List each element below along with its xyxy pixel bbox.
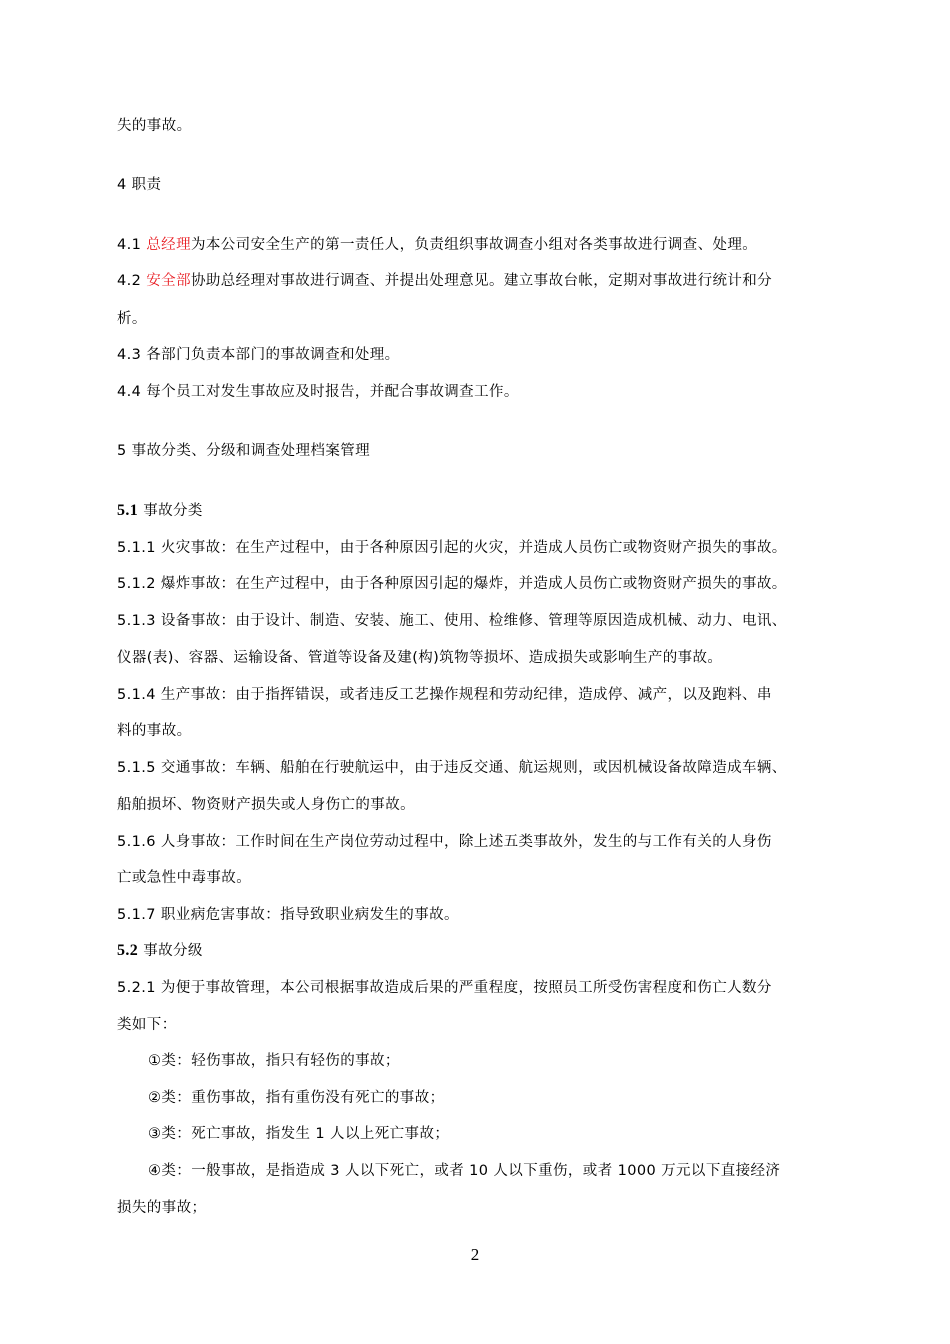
- highlight-safety-department: 安全部: [146, 273, 191, 289]
- subsection-number: 5.1: [117, 502, 139, 519]
- paragraph-line: 5.1.4 生产事故：由于指挥错误，或者违反工艺操作规程和劳动纪律，造成停、减产，以及跑料、串: [117, 687, 772, 703]
- paragraph-line: 类如下：: [117, 1017, 177, 1033]
- paragraph-line: [117, 271, 772, 291]
- paragraph-line: 5.1.1 火灾事故：在生产过程中，由于各种原因引起的火灾，并造成人员伤亡或物资财产损失的事故。: [117, 540, 787, 556]
- list-item: ④类：一般事故，是指造成 3 人以下死亡，或者 10 人以下重伤，或者 1000 万元以下直接经济: [148, 1163, 781, 1179]
- section-heading-classification: 5 事故分类、分级和调查处理档案管理: [117, 443, 371, 459]
- paragraph-line: 析。: [117, 311, 147, 327]
- clause-text: 为本公司安全生产的第一责任人，负责组织事故调查小组对各类事故进行调查、处理。: [190, 237, 758, 253]
- paragraph-line: 5.1.7 职业病危害事故：指导致职业病发生的事故。: [117, 907, 459, 923]
- subsection-title: 事故分级: [138, 943, 203, 959]
- paragraph-line: 仪器(表)、容器、运输设备、管道等设备及建(构)筑物等损坏、造成损失或影响生产的事故。: [117, 650, 723, 666]
- highlight-general-manager: 总经理: [146, 237, 191, 253]
- paragraph-line: 5.1.2 爆炸事故：在生产过程中，由于各种原因引起的爆炸，并造成人员伤亡或物资财产损失的事故。: [117, 576, 787, 592]
- paragraph-line: 4.3 各部门负责本部门的事故调查和处理。: [117, 347, 400, 363]
- section-heading-responsibilities: 4 职责: [117, 177, 162, 193]
- paragraph-line: 料的事故。: [117, 723, 192, 739]
- paragraph-line: 5.1.5 交通事故：车辆、船舶在行驶航运中，由于违反交通、航运规则，或因机械设备故障造成车辆、: [117, 760, 787, 776]
- subsection-heading-classification: [117, 501, 203, 521]
- page-number: 2: [470, 1245, 480, 1264]
- paragraph-line: 损失的事故；: [117, 1200, 207, 1216]
- paragraph-line: 亡或急性中毒事故。: [117, 870, 252, 886]
- paragraph-line: 4.4 每个员工对发生事故应及时报告，并配合事故调查工作。: [117, 384, 519, 400]
- list-item: ①类：轻伤事故，指只有轻伤的事故；: [148, 1053, 400, 1069]
- subsection-number: 5.2: [117, 942, 139, 959]
- paragraph-line: 5.2.1 为便于事故管理，本公司根据事故造成后果的严重程度，按照员工所受伤害程度和伤亡人数分: [117, 980, 772, 996]
- paragraph-line: 5.1.6 人身事故：工作时间在生产岗位劳动过程中，除上述五类事故外，发生的与工作有关的人身伤: [117, 834, 772, 850]
- clause-number: 4.2: [117, 273, 147, 289]
- paragraph-line: [117, 235, 757, 255]
- clause-text: 协助总经理对事故进行调查、并提出处理意见。建立事故台帐，定期对事故进行统计和分: [190, 273, 773, 289]
- subsection-heading-grading: [117, 941, 203, 961]
- subsection-title: 事故分类: [138, 503, 203, 519]
- list-item: ②类：重伤事故，指有重伤没有死亡的事故；: [148, 1090, 445, 1106]
- clause-number: 4.1: [117, 237, 147, 253]
- paragraph-line: 船舶损坏、物资财产损失或人身伤亡的事故。: [117, 797, 415, 813]
- paragraph-line: 5.1.3 设备事故：由于设计、制造、安装、施工、使用、检维修、管理等原因造成机械、动力、电讯、: [117, 613, 787, 629]
- list-item: ③类：死亡事故，指发生 1 人以上死亡事故；: [148, 1126, 450, 1142]
- paragraph-line: 失的事故。: [117, 118, 192, 134]
